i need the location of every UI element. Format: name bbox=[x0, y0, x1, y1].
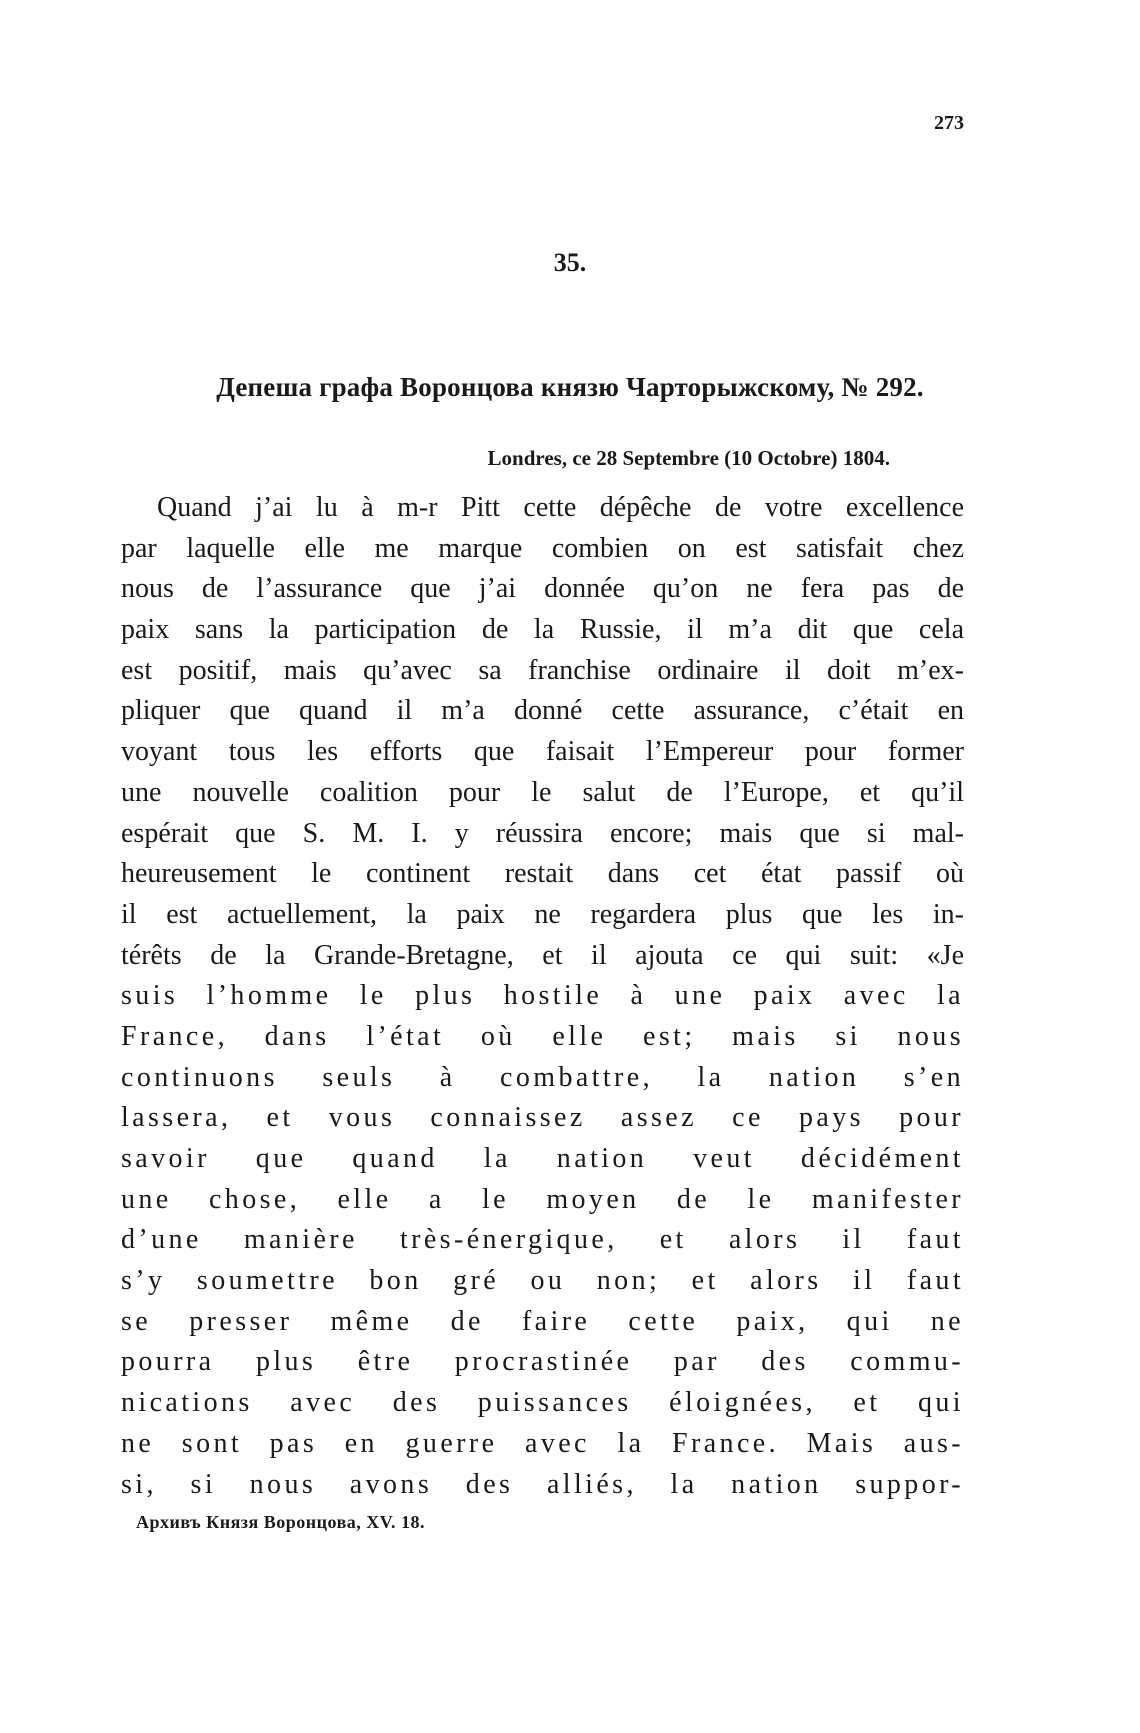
body-line: suis l’homme le plus hostile à une paix avec la bbox=[121, 980, 964, 1012]
body-line: ne sont pas en guerre avec la France. Mais aus- bbox=[121, 1427, 964, 1459]
body-line: voyant tous les efforts que faisait l’Empereur pour former bbox=[121, 736, 964, 768]
body-line: lassera, et vous connaissez assez ce pays pour bbox=[121, 1102, 964, 1134]
body-line: continuons seuls à combattre, la nation s’en bbox=[121, 1061, 964, 1093]
body-line: France, dans l’état où elle est; mais si nous bbox=[121, 1020, 964, 1052]
body-line: il est actuellement, la paix ne regardera plus que les in- bbox=[121, 898, 964, 930]
footer-signature: Архивъ Князя Воронцова, XV. 18. bbox=[136, 1512, 425, 1532]
body-line: par laquelle elle me marque combien on est satisfait chez bbox=[121, 532, 964, 564]
document-number: 35. bbox=[553, 248, 587, 277]
page-number: 273 bbox=[934, 112, 964, 134]
body-line: si, si nous avons des alliés, la nation suppor- bbox=[121, 1468, 964, 1500]
body-line: nications avec des puissances éloignées, et qui bbox=[121, 1387, 964, 1419]
body-line: Quand j’ai lu à m-r Pitt cette dépêche de votre excellence bbox=[157, 492, 964, 523]
body-line: térêts de la Grande-Bretagne, et il ajouta ce qui suit: «Je bbox=[121, 939, 964, 971]
body-line: nous de l’assurance que j’ai donnée qu’on ne fera pas de bbox=[121, 573, 964, 605]
body-line: une chose, elle a le moyen de le manifester bbox=[121, 1183, 964, 1215]
body-line: est positif, mais qu’avec sa franchise ordinaire il doit m’ex- bbox=[121, 654, 964, 686]
body-line: savoir que quand la nation veut décidément bbox=[121, 1143, 964, 1174]
body-line: pourra plus être procrastinée par des commu- bbox=[121, 1346, 964, 1378]
body-line: une nouvelle coalition pour le salut de l’Europe, et qu’il bbox=[121, 776, 964, 808]
body-line: d’une manière très-énergique, et alors il faut bbox=[121, 1224, 964, 1256]
document-heading: Депеша графа Воронцова князю Чарторыжскому, № 292. bbox=[216, 372, 924, 402]
body-line: pliquer que quand il m’a donné cette assurance, c’était en bbox=[121, 695, 964, 727]
body-line: s’y soumettre bon gré ou non; et alors il faut bbox=[121, 1265, 964, 1297]
body-line: espérait que S. M. I. y réussira encore; mais que si mal- bbox=[121, 817, 964, 849]
body-line: heureusement le continent restait dans cet état passif où bbox=[121, 858, 964, 890]
body-line: se presser même de faire cette paix, qui ne bbox=[121, 1305, 964, 1337]
letter-body bbox=[121, 488, 964, 1505]
dateline: Londres, ce 28 Septembre (10 Octobre) 1804. bbox=[487, 446, 890, 470]
body-line: paix sans la participation de la Russie, il m’a dit que cela bbox=[121, 614, 964, 646]
